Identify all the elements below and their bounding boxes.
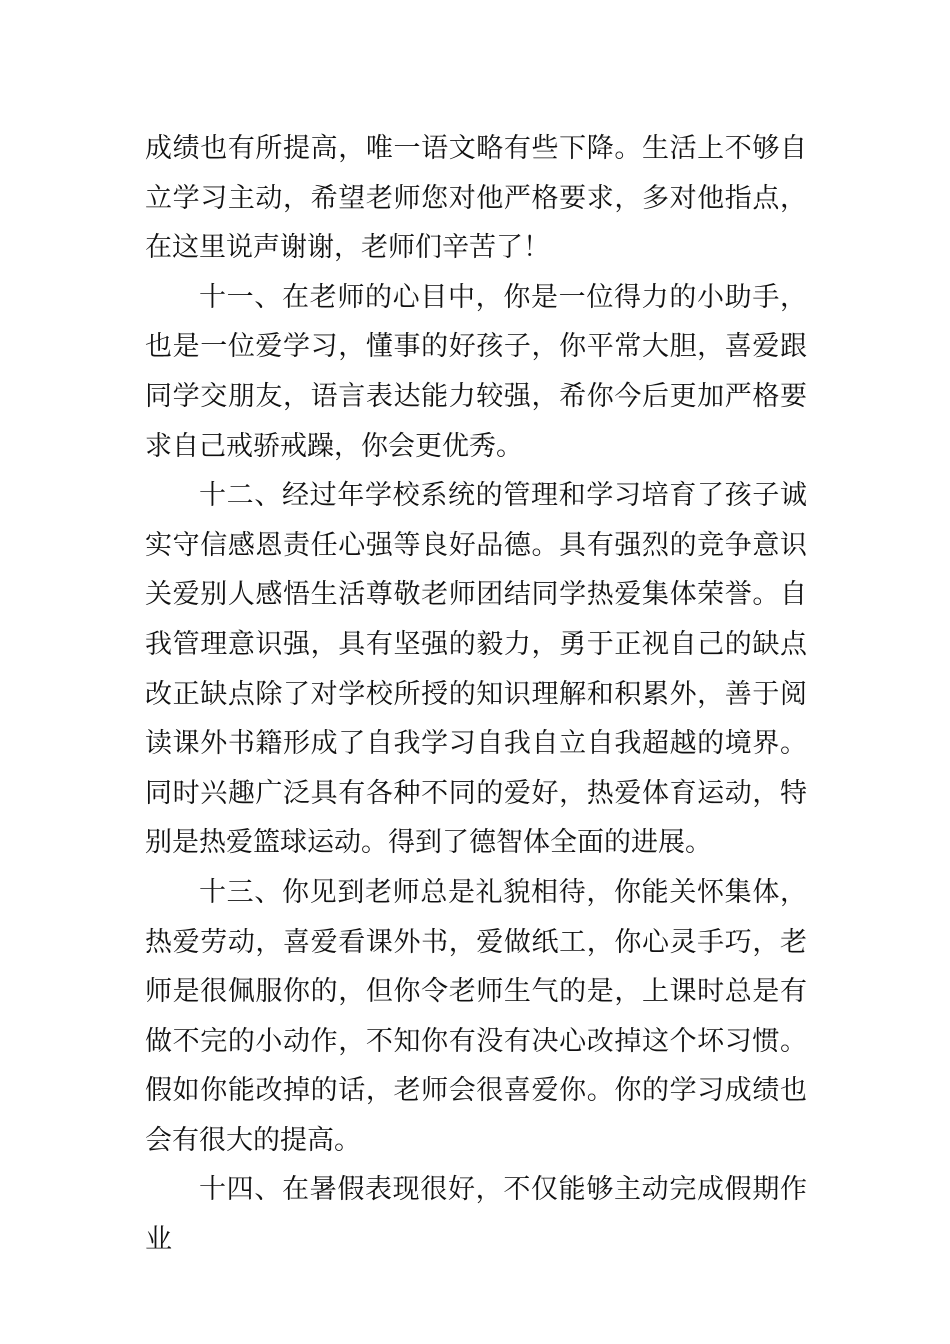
paragraph-thirteen: 十三、你见到老师总是礼貌相待，你能关怀集体，热爱劳动，喜爱看课外书，爱做纸工，你心灵手巧，老师是很佩服你的，但你令老师生气的是，上课时总是有做不完的小动作，不知你有没有决心改掉这个坏习惯。假如你能改掉的话，老师会很喜爱你。你的学习成绩也会有很大的提高。 — [145, 876, 807, 1156]
paragraph-continuation: 成绩也有所提高，唯一语文略有些下降。生活上不够自立学习主动，希望老师您对他严格要求，多对他指点，在这里说声谢谢，老师们辛苦了！ — [145, 133, 807, 264]
paragraph-eleven: 十一、在老师的心目中，你是一位得力的小助手，也是一位爱学习，懂事的好孩子，你平常大胆，喜爱跟同学交朋友，语言表达能力较强，希你今后更加严格要求自己戒骄戒躁，你会更优秀。 — [145, 281, 807, 462]
paragraph-fourteen: 十四、在暑假表现很好，不仅能够主动完成假期作业 — [145, 1174, 807, 1256]
paragraph-twelve: 十二、经过年学校系统的管理和学习培育了孩子诚实守信感恩责任心强等良好品德。具有强烈的竞争意识关爱别人感悟生活尊敬老师团结同学热爱集体荣誉。自我管理意识强，具有坚强的毅力，勇于正视自己的缺点改正缺点除了对学校所授的知识理解和积累外，善于阅读课外书籍形成了自我学习自我自立自我超越的境界。同时兴趣广泛具有各种不同的爱好，热爱体育运动，特别是热爱篮球运动。得到了德智体全面的进展。 — [145, 480, 807, 859]
document-body — [145, 124, 807, 1265]
